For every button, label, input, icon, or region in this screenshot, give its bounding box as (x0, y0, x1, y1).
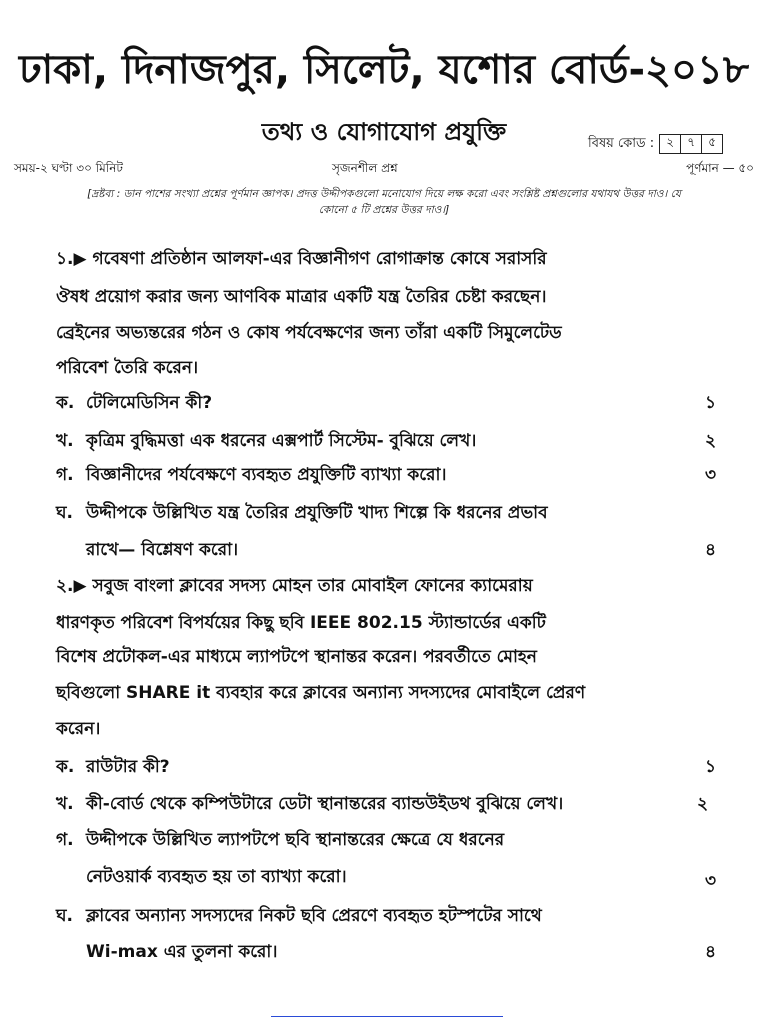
part-text: Wi-max এর তুলনা করো। (86, 942, 278, 962)
question-1-part-gha-cont (56, 537, 716, 565)
part-text: উদ্দীপকে উল্লিখিত ল্যাপটপে ছবি স্থানান্তরের ক্ষেত্রে যে ধরনের (86, 830, 505, 850)
question-1-stem-line: ১.▶ গবেষণা প্রতিষ্ঠান আলফা-এর বিজ্ঞানীগণ রোগাক্রান্ত কোষে সরাসরি (56, 249, 547, 269)
part-text: বিজ্ঞানীদের পর্যবেক্ষণে ব্যবহৃত প্রযুক্তিটি ব্যাখ্যা করো। (86, 465, 447, 485)
instruction-line: [দ্রষ্টব্য : ডান পাশের সংখ্যা প্রশ্নের পূর্ণমান জ্ঞাপক। প্রদত্ত উদ্দীপকগুলো মনোযোগ দিয়ে লক্ষ করো এবং সংশ্লিষ্ট প্রশ্নগুলোর যথাযথ উত্তর দাও। যে (87, 188, 681, 200)
question-2-stem-line: ধারণকৃত পরিবেশ বিপর্যয়ের কিছু ছবি IEEE 802.15 স্ট্যান্ডার্ডের একটি (56, 613, 546, 633)
part-mark: ২ (696, 794, 708, 814)
subject-code (588, 132, 723, 156)
part-text: কী-বোর্ড থেকে কম্পিউটারে ডেটা স্থানান্তরের ব্যান্ডউইডথ বুঝিয়ে লেখ। (86, 794, 564, 814)
part-text: রাউটার কী? (86, 757, 170, 777)
part-mark: ৪ (704, 540, 716, 560)
footer-rule (271, 1016, 503, 1017)
question-1-part-ga (56, 462, 716, 490)
question-2-part-ga-cont (56, 864, 716, 892)
full-marks: পূর্ণমান — ৫০ (686, 161, 754, 175)
part-mark: ১ (704, 757, 716, 777)
question-2-part-ka (56, 754, 716, 782)
part-mark: ৩ (704, 871, 716, 891)
question-2-stem-line: বিশেষ প্রটোকল-এর মাধ্যমে ল্যাপটপে স্থানান্তর করেন। পরবর্তীতে মোহন (56, 647, 537, 667)
question-1-stem-line: ব্রেইনের অভ্যন্তরের গঠন ও কোষ পর্যবেক্ষণের জন্য তাঁরা একটি সিমুলেটেড (56, 323, 562, 343)
subject-code-digit: ৭ (680, 134, 702, 154)
part-label: গ. (56, 465, 74, 485)
subject-code-digit: ৫ (701, 134, 723, 154)
part-label: ঘ. (56, 906, 73, 926)
subject-code-digit: ২ (659, 134, 681, 154)
part-label: ঘ. (56, 503, 73, 523)
part-mark: ৩ (704, 465, 716, 485)
question-1-stem-line: পরিবেশ তৈরি করেন। (56, 358, 199, 378)
instruction-note (10, 186, 758, 218)
part-label: গ. (56, 830, 74, 850)
question-1-stem-line: ঔষধ প্রয়োগ করার জন্য আণবিক মাত্রার একটি যন্ত্র তৈরির চেষ্টা করছেন। (56, 287, 547, 307)
question-type: সৃজনশীল প্রশ্ন (332, 161, 398, 175)
subject-code-label: বিষয় কোড : (588, 135, 655, 151)
board-title: ঢাকা, দিনাজপুর, সিলেট, যশোর বোর্ড-২০১৮ (19, 47, 749, 93)
part-label: ক. (56, 393, 75, 413)
question-1-part-kha (56, 428, 716, 456)
part-label: ক. (56, 757, 75, 777)
part-label: খ. (56, 431, 74, 451)
part-label: খ. (56, 794, 74, 814)
question-2-part-kha (56, 791, 716, 819)
subject-title: তথ্য ও যোগাযোগ প্রযুক্তি (261, 118, 507, 146)
question-1-part-gha (56, 500, 716, 528)
question-2-part-gha-cont (56, 939, 716, 967)
part-text: ক্লাবের অন্যান্য সদস্যদের নিকট ছবি প্রেরণে ব্যবহৃত হটস্পটের সাথে (86, 906, 542, 926)
question-2-stem-line: ২.▶ সবুজ বাংলা ক্লাবের সদস্য মোহন তার মোবাইল ফোনের ক্যামেরায় (56, 576, 533, 596)
question-2-part-gha (56, 903, 716, 931)
part-text: উদ্দীপকে উল্লিখিত যন্ত্র তৈরির প্রযুক্তিটি খাদ্য শিল্পে কি ধরনের প্রভাব (86, 503, 548, 523)
exam-time: সময়-২ ঘণ্টা ৩০ মিনিট (14, 161, 123, 175)
question-2-stem-line: ছবিগুলো SHARE it ব্যবহার করে ক্লাবের অন্যান্য সদস্যদের মোবাইলে প্রেরণ (56, 683, 586, 703)
part-text: নেটওয়ার্ক ব্যবহৃত হয় তা ব্যাখ্যা করো। (86, 867, 347, 887)
subject-code-digits (660, 134, 723, 154)
part-text: রাখে— বিশ্লেষণ করো। (86, 540, 239, 560)
part-text: টেলিমেডিসিন কী? (86, 393, 213, 413)
part-mark: ৪ (704, 942, 716, 962)
question-2-stem-line: করেন। (56, 719, 101, 739)
part-mark: ২ (704, 431, 716, 451)
instruction-line: কোনো ৫ টি প্রশ্নের উত্তর দাও।] (318, 204, 450, 216)
part-text: কৃত্রিম বুদ্ধিমত্তা এক ধরনের এক্সপার্ট সিস্টেম- বুঝিয়ে লেখ। (86, 431, 477, 451)
question-2-part-ga (56, 827, 716, 855)
question-1-part-ka (56, 390, 716, 418)
part-mark: ১ (704, 393, 716, 413)
